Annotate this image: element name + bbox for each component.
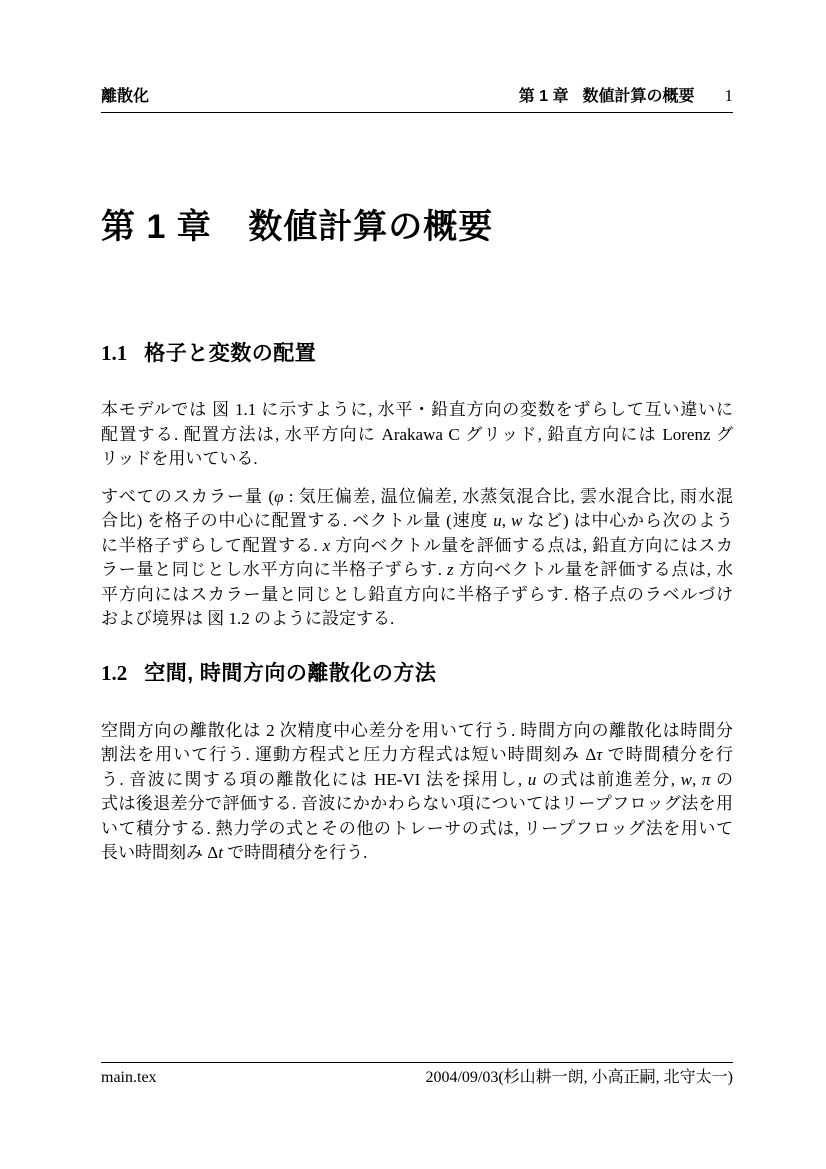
text-line: 割法を用いて行う. 運動方程式と圧力方程式は短い時間刻み Δτ で時間積分を行 bbox=[101, 745, 734, 764]
text-line: いて積分する. 熱力学の式とその他のトレーサの式は, リープフロッグ法を用いて bbox=[101, 818, 733, 838]
running-head bbox=[101, 86, 733, 113]
page-footer bbox=[101, 1062, 733, 1088]
text-line: リッドを用いている. bbox=[101, 449, 258, 468]
text-line: 本モデルでは 図 1.1 に示すように, 水平・鉛直方向の変数をずらして互い違いに bbox=[101, 400, 733, 419]
text-line: う. 音波に関する項の離散化には HE-VI 法を採用し, u の式は前進差分, w, π の bbox=[101, 769, 734, 789]
text-line: 式は後退差分で評価する. 音波にかかわらない項についてはリープフロッグ法を用 bbox=[101, 794, 733, 813]
section-number: 1.1 bbox=[101, 341, 128, 365]
text-block bbox=[101, 0, 733, 866]
text-line: 空間方向の離散化は 2 次精度中心差分を用いて行う. 時間方向の離散化は時間分 bbox=[101, 720, 733, 740]
section-heading bbox=[101, 659, 733, 688]
text-line: すべてのスカラー量 (φ : 気圧偏差, 温位偏差, 水蒸気混合比, 雲水混合比, 雨水混 bbox=[101, 486, 733, 506]
text-line: および境界は 図 1.2 のように設定する. bbox=[101, 609, 395, 628]
text-line: 合比) を格子の中心に配置する. ベクトル量 (速度 u, w など) は中心から次のよう bbox=[101, 511, 733, 530]
running-head-right bbox=[519, 86, 733, 106]
text-line: 長い時間刻み Δt で時間積分を行う. bbox=[101, 843, 368, 862]
chapter-title: 数値計算の概要 bbox=[248, 208, 494, 246]
sections-container bbox=[101, 339, 733, 866]
footer-date-authors: 2004/09/03(杉山耕一朗, 小高正嗣, 北守太一) bbox=[425, 1069, 733, 1086]
text-line: ラー量と同じとし水平方向に半格子ずらす. z 方向ベクトル量を評価する点は, 水 bbox=[101, 560, 734, 579]
text-line: 平方向にはスカラー量と同じとし鉛直方向に半格子ずらす. 格子点のラベルづけ bbox=[101, 584, 733, 604]
section-heading bbox=[101, 339, 733, 368]
body-paragraph bbox=[101, 485, 733, 632]
chapter-heading bbox=[101, 205, 733, 249]
section-title: 空間, 時間方向の離散化の方法 bbox=[144, 661, 437, 685]
section-title: 格子と変数の配置 bbox=[144, 342, 317, 365]
body-paragraph bbox=[101, 719, 733, 866]
text-line: 配置する. 配置方法は, 水平方向に Arakawa C グリッド, 鉛直方向には Lorenz グ bbox=[101, 424, 733, 444]
running-head-chapter-number: 第 1 章 bbox=[518, 88, 569, 105]
footer-filename: main.tex bbox=[101, 1069, 157, 1086]
chapter-number: 第 1 章 bbox=[101, 208, 212, 246]
text-line: に半格子ずらして配置する. x 方向ベクトル量を評価する点は, 鉛直方向にはスカ bbox=[101, 535, 734, 555]
running-head-left: 離散化 bbox=[101, 88, 150, 105]
running-head-chapter-title: 数値計算の概要 bbox=[582, 88, 695, 105]
page-number: 1 bbox=[724, 86, 733, 105]
body-paragraph bbox=[101, 398, 733, 472]
section-number: 1.2 bbox=[101, 660, 128, 685]
